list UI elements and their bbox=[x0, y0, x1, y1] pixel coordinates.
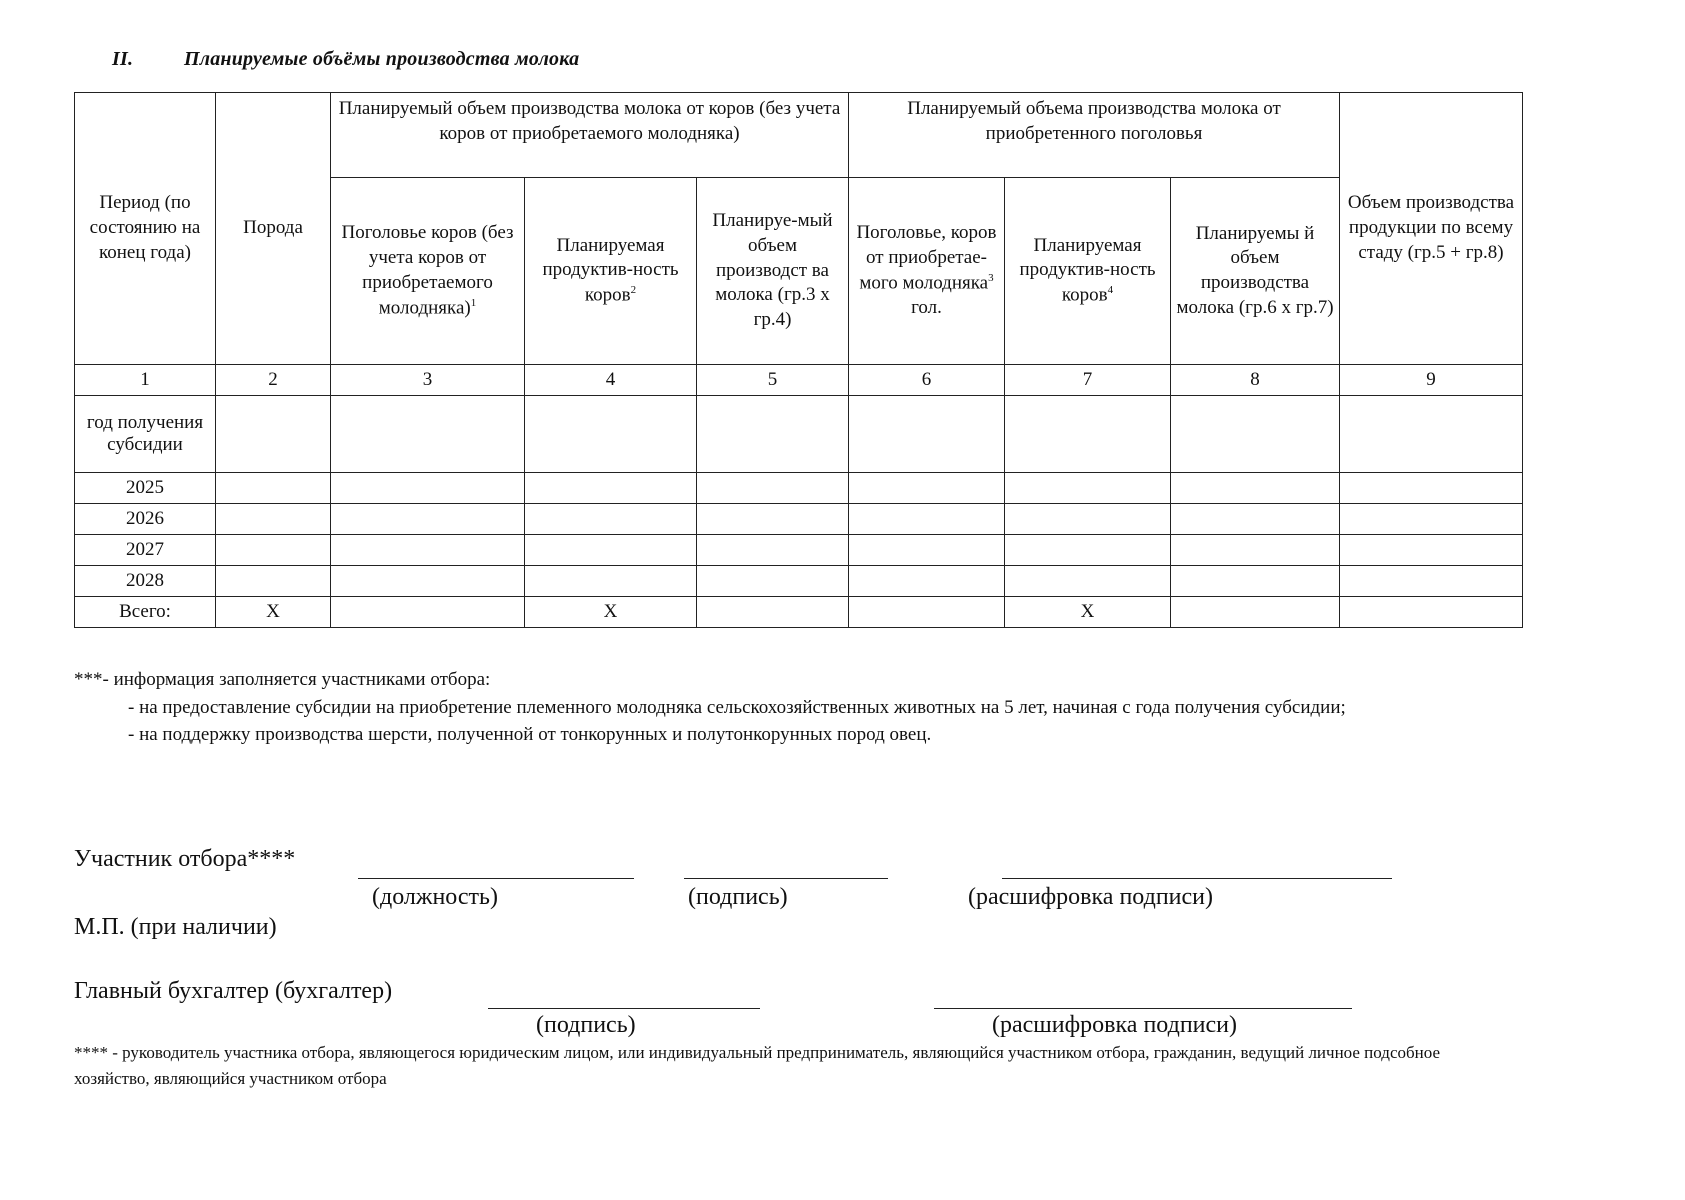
header-period: Период (по состоянию на конец года) bbox=[75, 93, 216, 365]
table-cell[interactable] bbox=[697, 504, 849, 535]
table-cell[interactable] bbox=[331, 473, 525, 504]
table-cell[interactable] bbox=[1005, 535, 1171, 566]
accountant-signature-caption: (подпись) bbox=[536, 1012, 636, 1038]
table-cell[interactable] bbox=[525, 566, 697, 597]
header-group-acquired: Планируемый объема производства молока от приобретенного поголовья bbox=[849, 93, 1340, 178]
header-total-volume: Объем производства продукции по всему стаду (гр.5 + гр.8) bbox=[1340, 93, 1523, 365]
table-cell[interactable] bbox=[849, 473, 1005, 504]
position-line[interactable] bbox=[358, 878, 634, 879]
column-number: 2 bbox=[216, 365, 331, 396]
footnote bbox=[74, 1040, 1514, 1093]
x-mark: Х bbox=[525, 597, 697, 628]
total-row bbox=[75, 597, 1523, 628]
table-cell[interactable] bbox=[216, 504, 331, 535]
decode-line[interactable] bbox=[1002, 878, 1392, 879]
row-label-year: 2027 bbox=[75, 535, 216, 566]
column-number: 7 bbox=[1005, 365, 1171, 396]
table-cell[interactable] bbox=[697, 535, 849, 566]
table-cell[interactable] bbox=[525, 504, 697, 535]
table-cell[interactable] bbox=[849, 396, 1005, 473]
table-cell[interactable] bbox=[1340, 504, 1523, 535]
section-title-text: Планируемые объёмы производства молока bbox=[184, 48, 580, 70]
table-row bbox=[75, 504, 1523, 535]
table-cell[interactable] bbox=[1340, 473, 1523, 504]
accountant-decode-line[interactable] bbox=[934, 1008, 1352, 1009]
milk-production-table bbox=[74, 92, 1523, 628]
row-label-subsidy-year: год получения субсидии bbox=[75, 396, 216, 473]
table-cell[interactable] bbox=[1005, 396, 1171, 473]
accountant-label: Главный бухгалтер (бухгалтер) bbox=[74, 978, 393, 1004]
signature-caption: (подпись) bbox=[688, 884, 788, 910]
column-number: 6 bbox=[849, 365, 1005, 396]
row-label-year: 2028 bbox=[75, 566, 216, 597]
table-row bbox=[75, 566, 1523, 597]
column-number-row bbox=[75, 365, 1523, 396]
table-cell[interactable] bbox=[331, 396, 525, 473]
footnote-marker: **** bbox=[74, 1043, 108, 1062]
x-mark: Х bbox=[216, 597, 331, 628]
participant-label: Участник отбора**** bbox=[74, 846, 296, 872]
row-label-total: Всего: bbox=[75, 597, 216, 628]
table-cell[interactable] bbox=[1340, 566, 1523, 597]
table-cell[interactable] bbox=[331, 566, 525, 597]
table-cell[interactable] bbox=[525, 396, 697, 473]
x-mark: Х bbox=[1005, 597, 1171, 628]
note-item-young-stock: - на предоставление субсидии на приобретение племенного молодняка сельскохозяйственных животных на 5 лет, начиная с года получения субсидии; bbox=[128, 696, 1346, 718]
table-cell[interactable] bbox=[1171, 504, 1340, 535]
table-cell[interactable] bbox=[525, 535, 697, 566]
header-acquired-productivity: Планируемая продуктив-ность коров$^4$ bbox=[1005, 178, 1171, 365]
column-number: 9 bbox=[1340, 365, 1523, 396]
table-cell[interactable] bbox=[697, 396, 849, 473]
table-cell[interactable] bbox=[216, 535, 331, 566]
header-breed: Порода bbox=[216, 93, 331, 365]
table-cell[interactable] bbox=[1171, 535, 1340, 566]
section-title bbox=[112, 48, 579, 71]
table-cell[interactable] bbox=[331, 597, 525, 628]
table-cell[interactable] bbox=[697, 597, 849, 628]
table-cell[interactable] bbox=[331, 535, 525, 566]
note-intro: ***- информация заполняется участниками отбора: bbox=[74, 669, 491, 690]
table-cell[interactable] bbox=[525, 473, 697, 504]
row-label-year: 2026 bbox=[75, 504, 216, 535]
header-milk-volume: Планируе-мый объем производст ва молока (гр.3 х гр.4) bbox=[697, 178, 849, 365]
decode-caption: (расшифровка подписи) bbox=[968, 884, 1213, 910]
header-cow-count: Поголовье коров (без учета коров от приобретаемого молодняка)$^1$ bbox=[331, 178, 525, 365]
signature-line[interactable] bbox=[684, 878, 888, 879]
table-cell[interactable] bbox=[1171, 473, 1340, 504]
column-number: 1 bbox=[75, 365, 216, 396]
table-cell[interactable] bbox=[1171, 396, 1340, 473]
table-cell[interactable] bbox=[216, 566, 331, 597]
accountant-decode-caption: (расшифровка подписи) bbox=[992, 1012, 1237, 1038]
header-cow-productivity: Планируемая продуктив-ность коров$^2$ bbox=[525, 178, 697, 365]
stamp-label: М.П. (при наличии) bbox=[74, 914, 277, 940]
table-row bbox=[75, 535, 1523, 566]
column-number: 3 bbox=[331, 365, 525, 396]
table-cell[interactable] bbox=[216, 473, 331, 504]
column-number: 8 bbox=[1171, 365, 1340, 396]
notes-block bbox=[74, 666, 1522, 749]
table-row bbox=[75, 396, 1523, 473]
table-cell[interactable] bbox=[697, 473, 849, 504]
table-row bbox=[75, 473, 1523, 504]
table-cell[interactable] bbox=[1005, 473, 1171, 504]
column-number: 4 bbox=[525, 365, 697, 396]
section-number: II. bbox=[112, 48, 134, 70]
table-cell[interactable] bbox=[849, 597, 1005, 628]
footnote-text: - руководитель участника отбора, являющегося юридическим лицом, или индивидуальный предприниматель, являющийся участником отбора, гражданин, ведущий личное подсобное хозяйство, являющийся участником отбора bbox=[74, 1043, 1440, 1089]
table-cell[interactable] bbox=[216, 396, 331, 473]
header-acquired-volume: Планируемы й объем производства молока (гр.6 х гр.7) bbox=[1171, 178, 1340, 365]
table-cell[interactable] bbox=[849, 535, 1005, 566]
header-group-own-cows: Планируемый объем производства молока от коров (без учета коров от приобретаемого молодняка) bbox=[331, 93, 849, 178]
table-cell[interactable] bbox=[1340, 396, 1523, 473]
header-acquired-cow-count: Поголовье, коров от приобретае-мого молодняка$^3$ гол. bbox=[849, 178, 1005, 365]
row-label-year: 2025 bbox=[75, 473, 216, 504]
table-cell[interactable] bbox=[1171, 566, 1340, 597]
table-cell[interactable] bbox=[1340, 535, 1523, 566]
column-number: 5 bbox=[697, 365, 849, 396]
table-cell[interactable] bbox=[849, 566, 1005, 597]
position-caption: (должность) bbox=[372, 884, 498, 910]
table-cell[interactable] bbox=[1005, 504, 1171, 535]
table-cell[interactable] bbox=[1005, 566, 1171, 597]
table-cell[interactable] bbox=[849, 504, 1005, 535]
accountant-signature-line[interactable] bbox=[488, 1008, 760, 1009]
table-cell[interactable] bbox=[1171, 597, 1340, 628]
note-item-wool: - на поддержку производства шерсти, полученной от тонкорунных и полутонкорунных пород овец. bbox=[128, 724, 932, 746]
table-cell[interactable] bbox=[697, 566, 849, 597]
table-cell[interactable] bbox=[1340, 597, 1523, 628]
table-cell[interactable] bbox=[331, 504, 525, 535]
